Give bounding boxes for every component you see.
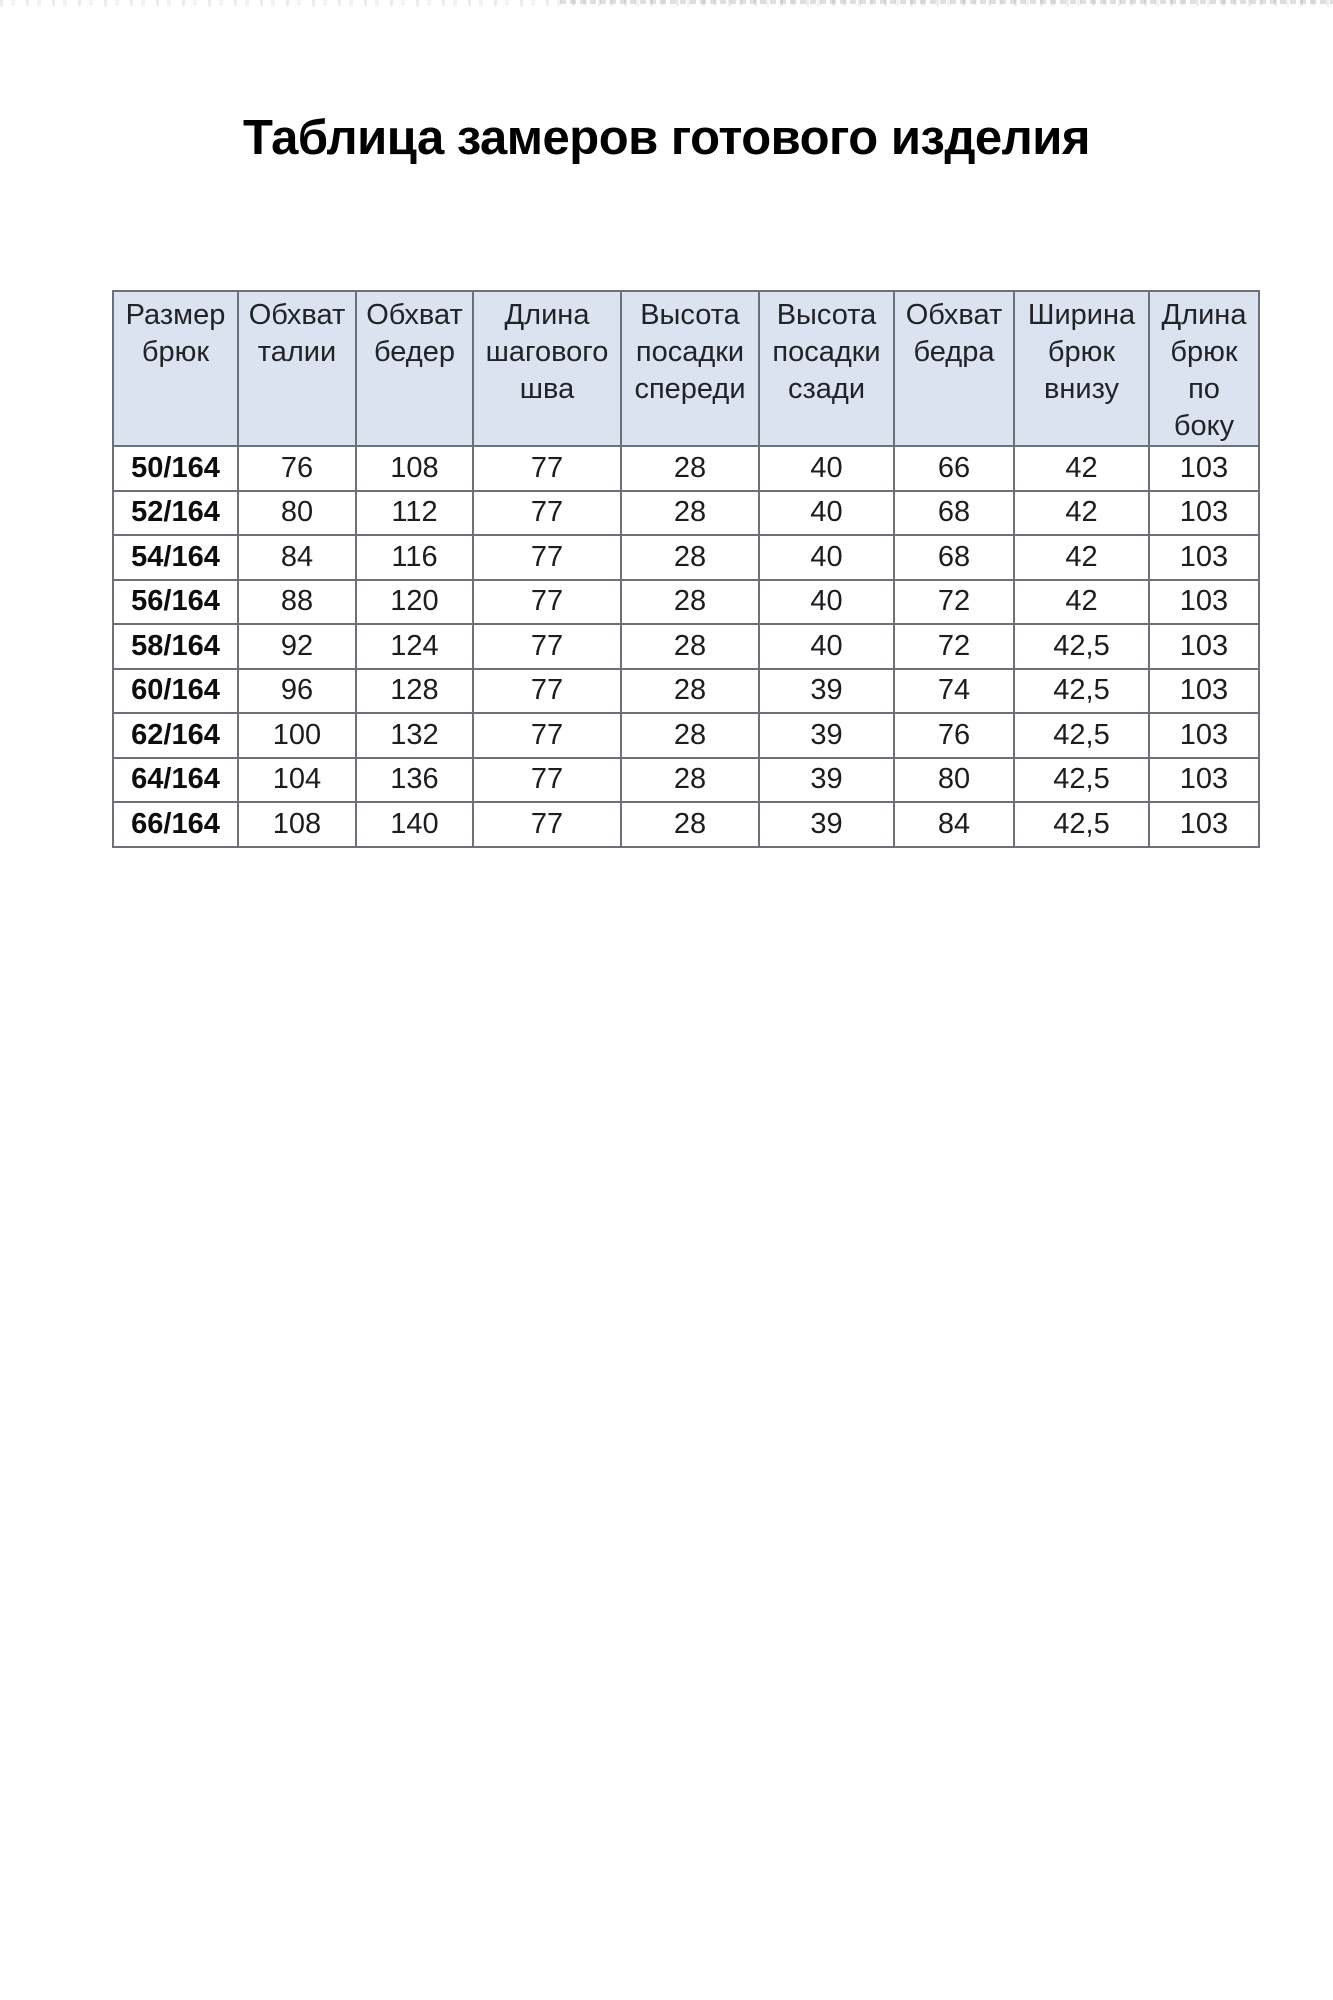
size-cell: 58/164 (113, 624, 238, 669)
page-title: Таблица замеров готового изделия (242, 111, 1091, 165)
table-body (113, 446, 1259, 847)
value-cell: 42,5 (1014, 802, 1149, 847)
value-cell: 77 (473, 758, 621, 803)
table-row (113, 758, 1259, 803)
value-cell: 132 (356, 713, 473, 758)
value-cell: 112 (356, 491, 473, 536)
value-cell: 42 (1014, 535, 1149, 580)
value-cell: 28 (621, 446, 759, 491)
value-cell: 128 (356, 669, 473, 714)
table-row (113, 580, 1259, 625)
value-cell: 103 (1149, 535, 1259, 580)
header-cell: Высота посадки сзади (759, 291, 894, 446)
header-cell: Ширина брюк внизу (1014, 291, 1149, 446)
value-cell: 80 (894, 758, 1014, 803)
value-cell: 84 (238, 535, 356, 580)
value-cell: 40 (759, 446, 894, 491)
value-cell: 104 (238, 758, 356, 803)
value-cell: 103 (1149, 446, 1259, 491)
value-cell: 108 (356, 446, 473, 491)
value-cell: 28 (621, 580, 759, 625)
table-row (113, 669, 1259, 714)
value-cell: 140 (356, 802, 473, 847)
value-cell: 68 (894, 491, 1014, 536)
value-cell: 77 (473, 802, 621, 847)
table-row (113, 446, 1259, 491)
value-cell: 80 (238, 491, 356, 536)
value-cell: 72 (894, 580, 1014, 625)
value-cell: 40 (759, 580, 894, 625)
size-cell: 60/164 (113, 669, 238, 714)
header-cell: Обхват бедра (894, 291, 1014, 446)
size-cell: 54/164 (113, 535, 238, 580)
value-cell: 28 (621, 802, 759, 847)
header-row (113, 291, 1259, 446)
measurements-table (112, 290, 1260, 848)
header-cell: Длина шагового шва (473, 291, 621, 446)
value-cell: 77 (473, 580, 621, 625)
value-cell: 28 (621, 713, 759, 758)
value-cell: 76 (238, 446, 356, 491)
value-cell: 120 (356, 580, 473, 625)
table-row (113, 713, 1259, 758)
size-cell: 66/164 (113, 802, 238, 847)
table-row (113, 491, 1259, 536)
value-cell: 77 (473, 624, 621, 669)
scan-artifact (0, 0, 1333, 6)
value-cell: 39 (759, 669, 894, 714)
value-cell: 66 (894, 446, 1014, 491)
value-cell: 28 (621, 535, 759, 580)
value-cell: 77 (473, 446, 621, 491)
value-cell: 96 (238, 669, 356, 714)
value-cell: 103 (1149, 580, 1259, 625)
size-cell: 56/164 (113, 580, 238, 625)
header-cell: Длина брюк по боку (1149, 291, 1259, 446)
value-cell: 42 (1014, 491, 1149, 536)
value-cell: 108 (238, 802, 356, 847)
value-cell: 103 (1149, 758, 1259, 803)
value-cell: 28 (621, 758, 759, 803)
value-cell: 40 (759, 624, 894, 669)
value-cell: 39 (759, 713, 894, 758)
value-cell: 103 (1149, 713, 1259, 758)
value-cell: 77 (473, 491, 621, 536)
header-cell: Высота посадки спереди (621, 291, 759, 446)
size-cell: 62/164 (113, 713, 238, 758)
header-cell: Обхват бедер (356, 291, 473, 446)
value-cell: 42,5 (1014, 713, 1149, 758)
value-cell: 28 (621, 491, 759, 536)
value-cell: 103 (1149, 669, 1259, 714)
value-cell: 100 (238, 713, 356, 758)
value-cell: 72 (894, 624, 1014, 669)
value-cell: 42 (1014, 446, 1149, 491)
value-cell: 136 (356, 758, 473, 803)
value-cell: 92 (238, 624, 356, 669)
value-cell: 116 (356, 535, 473, 580)
value-cell: 103 (1149, 624, 1259, 669)
value-cell: 103 (1149, 491, 1259, 536)
table-row (113, 535, 1259, 580)
value-cell: 39 (759, 758, 894, 803)
value-cell: 84 (894, 802, 1014, 847)
value-cell: 40 (759, 535, 894, 580)
value-cell: 42,5 (1014, 624, 1149, 669)
size-cell: 50/164 (113, 446, 238, 491)
value-cell: 39 (759, 802, 894, 847)
value-cell: 40 (759, 491, 894, 536)
value-cell: 42 (1014, 580, 1149, 625)
value-cell: 42,5 (1014, 669, 1149, 714)
value-cell: 42,5 (1014, 758, 1149, 803)
value-cell: 76 (894, 713, 1014, 758)
value-cell: 77 (473, 713, 621, 758)
value-cell: 74 (894, 669, 1014, 714)
value-cell: 77 (473, 669, 621, 714)
value-cell: 28 (621, 624, 759, 669)
size-cell: 52/164 (113, 491, 238, 536)
table-row (113, 802, 1259, 847)
value-cell: 103 (1149, 802, 1259, 847)
value-cell: 77 (473, 535, 621, 580)
table-row (113, 624, 1259, 669)
size-cell: 64/164 (113, 758, 238, 803)
value-cell: 124 (356, 624, 473, 669)
value-cell: 68 (894, 535, 1014, 580)
value-cell: 28 (621, 669, 759, 714)
header-cell: Размер брюк (113, 291, 238, 446)
header-cell: Обхват талии (238, 291, 356, 446)
value-cell: 88 (238, 580, 356, 625)
